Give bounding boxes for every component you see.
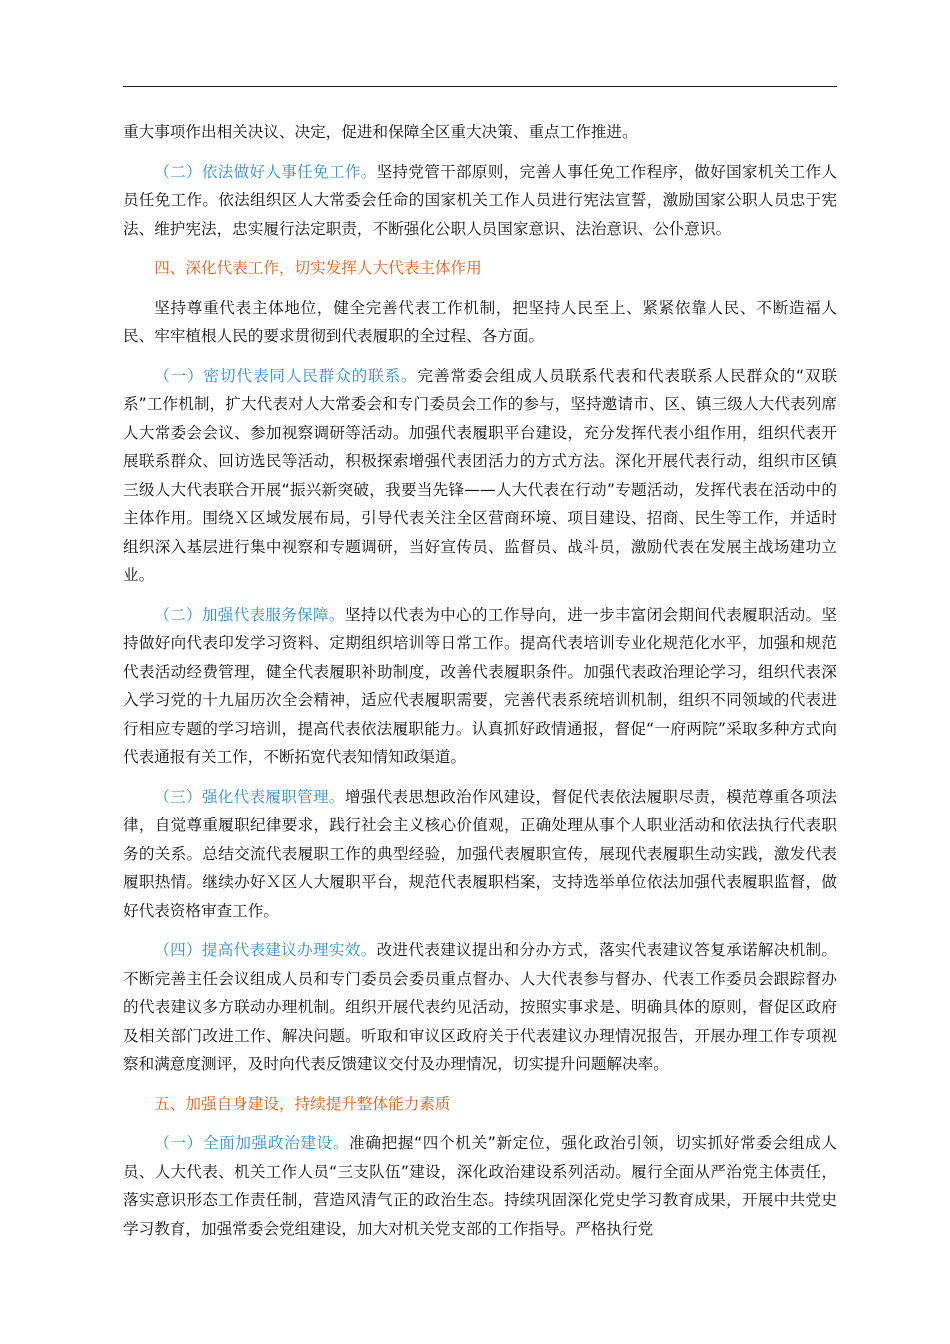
section-heading-5: 五、加强自身建设，持续提升整体能力素质 (154, 1094, 451, 1113)
paragraph-text: 增强代表思想政治作风建设，督促代表依法履职尽责，模范尊重各项法律，自觉尊重履职纪律要求，践行社会主义核心价值观，正确处理从事个人职业活动和依法执行代表职务的关系。总结交流代表履职工作的典型经验，加强代表履职宣传，展现代表履职生动实践，激发代表履职热情。继续办好Ｘ区人大履职平台，规范代表履职档案，支持选举单位依法加强代表履职监督，做好代表资格审查工作。 (123, 787, 837, 920)
paragraph-rep-service (123, 601, 837, 772)
paragraph-text: 完善常委会组成人员联系代表和代表联系人民群众的“双联系”工作机制，扩大代表对人大常委会和专门委员会工作的参与，坚持邀请市、区、镇三级人大代表列席人大常委会会议、参加视察调研等活动。加强代表履职平台建设，充分发挥代表小组作用，组织代表开展联系群众、回访选民等活动，积极探索增强代表团活力的方式方法。深化开展代表行动，组织市区镇三级人大代表联合开展“振兴新突破，我要当先锋——人大代表在行动”专题活动，发挥代表在活动中的主体作用。围绕Ｘ区域发展布局，引导代表关注全区营商环境、项目建设、招商、民生等工作，并适时组织深入基层进行集中视察和专题调研，当好宣传员、监督员、战斗员，激励代表在发展主战场建功立业。 (123, 366, 837, 584)
subheading-lead: （三）强化代表履职管理。 (154, 787, 345, 806)
paragraph-personnel-appointment (123, 158, 837, 244)
section-heading-4: 四、深化代表工作，切实发挥人大代表主体作用 (154, 259, 482, 277)
subheading-lead: （一）全面加强政治建设。 (154, 1134, 350, 1152)
subheading-lead: （四）提高代表建议办理实效。 (154, 941, 377, 959)
document-body (123, 118, 837, 1243)
paragraph-text: 准确把握“四个机关”新定位，强化政治引领，切实抓好常委会组成人员、人大代表、机关工作人员“三支队伍”建设，深化政治建设系列活动。履行全面从严治党主体责任，落实意识形态工作责任制，营造风清气正的政治生态。持续巩固深化党史学习教育成果，开展中共党史学习教育，加强常委会党组建设，加大对机关党支部的工作指导。严格执行党 (123, 1134, 837, 1238)
paragraph-text: 坚持党管干部原则，完善人事任免工作程序，做好国家机关工作人员任免工作。依法组织区人大常委会任命的国家机关工作人员进行宪法宣誓，激励国家公职人员忠于宪法、维护宪法，忠实履行法定职责，不断强化公职人员国家意识、法治意识、公仆意识。 (123, 162, 837, 238)
paragraph-rep-suggestions (123, 936, 837, 1079)
paragraph-text: 改进代表建议提出和分办方式，落实代表建议答复承诺解决机制。不断完善主任会议组成人员和专门委员会委员重点督办、人大代表参与督办、代表工作委员会跟踪督办的代表建议多方联动办理机制。组织开展代表约见活动，按照实事求是、明确具体的原则，督促区政府及相关部门改进工作、解决问题。听取和审议区政府关于代表建议办理情况报告，开展办理工作专项视察和满意度测评，及时向代表反馈建议交付及办理情况，切实提升问题解决率。 (123, 941, 837, 1073)
subheading-lead: （二）加强代表服务保障。 (154, 605, 345, 624)
paragraph-rep-management (123, 783, 837, 926)
paragraph-text: 坚持尊重代表主体地位，健全完善代表工作机制，把坚持人民至上、紧紧依靠人民、不断造福人民、牢牢植根人民的要求贯彻到代表履职的全过程、各方面。 (123, 298, 837, 345)
subheading-lead: （二）依法做好人事任免工作。 (154, 162, 377, 181)
subheading-lead: （一）密切代表同人民群众的联系。 (154, 366, 418, 385)
paragraph-political-building (123, 1129, 837, 1243)
paragraph-text: 坚持以代表为中心的工作导向，进一步丰富闭会期间代表履职活动。坚持做好向代表印发学习资料、定期组织培训等日常工作。提高代表培训专业化规范化水平，加强和规范代表活动经费管理，健全代表履职补助制度，改善代表履职条件。加强代表政治理论学习，组织代表深入学习党的十九届历次全会精神，适应代表履职需要，完善代表系统培训机制，组织不同领域的代表进行相应专题的学习培训，提高代表依法履职能力。认真抓好政情通报，督促“一府两院”采取多种方式向代表通报有关工作，不断拓宽代表知情知政渠道。 (123, 605, 837, 766)
header-rule (123, 86, 837, 87)
paragraph-continuation: 重大事项作出相关决议、决定，促进和保障全区重大决策、重点工作推进。 (123, 123, 638, 141)
paragraph-section-4-intro (123, 294, 837, 351)
paragraph-rep-contact (123, 362, 837, 590)
